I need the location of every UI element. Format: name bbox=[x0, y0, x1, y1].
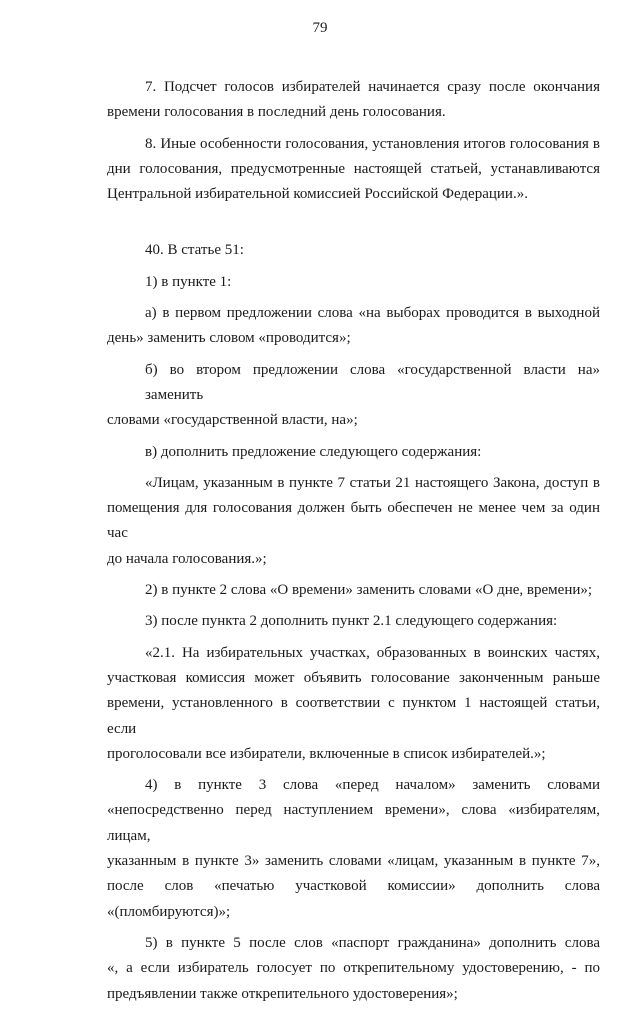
text-line: до начала голосования.»; bbox=[107, 550, 267, 567]
paragraph bbox=[107, 578, 600, 603]
text-line: «2.1. На избирательных участках, образованных в воинских частях, bbox=[145, 644, 600, 661]
text-line: в) дополнить предложение следующего содержания: bbox=[145, 443, 482, 460]
text-line: день» заменить словом «проводится»; bbox=[107, 330, 351, 347]
paragraph bbox=[107, 358, 600, 434]
paragraph-spacer bbox=[107, 207, 600, 213]
text-line: «непосредственно перед наступлением времени», слова «избирателям, лицам, bbox=[107, 802, 600, 844]
text-line: 4) в пункте 3 слова «перед началом» заменить словами bbox=[145, 777, 600, 794]
text-line: 3) после пункта 2 дополнить пункт 2.1 следующего содержания: bbox=[145, 613, 558, 630]
paragraph bbox=[107, 440, 600, 465]
paragraph bbox=[107, 773, 600, 925]
document-body bbox=[107, 75, 600, 1013]
paragraph bbox=[107, 270, 600, 295]
paragraph bbox=[107, 609, 600, 634]
text-line: проголосовали все избиратели, включенные в список избирателей.»; bbox=[107, 745, 546, 762]
paragraph bbox=[107, 471, 600, 572]
text-line: «, а если избиратель голосует по открепительному удостоверению, - по bbox=[107, 960, 600, 977]
text-line: «Лицам, указанным в пункте 7 статьи 21 настоящего Закона, доступ в bbox=[145, 474, 600, 491]
paragraph bbox=[107, 641, 600, 767]
text-line: а) в первом предложении слова «на выборах проводится в выходной bbox=[145, 305, 600, 322]
paragraph-spacer bbox=[107, 1007, 600, 1013]
paragraph bbox=[107, 132, 600, 208]
text-line: «(пломбируются)»; bbox=[107, 903, 231, 920]
text-line: 1) в пункте 1: bbox=[145, 273, 232, 290]
text-line: участковая комиссия может объявить голосование законченным раньше bbox=[107, 669, 600, 686]
page-number: 79 bbox=[312, 20, 328, 36]
text-line: после слов «печатью участковой комиссии» дополнить слова bbox=[107, 878, 600, 895]
paragraph bbox=[107, 931, 600, 1007]
text-line: 8. Иные особенности голосования, установления итогов голосования в bbox=[145, 135, 600, 152]
text-line: времени голосования в последний день голосования. bbox=[107, 104, 446, 121]
text-line: предъявлении также открепительного удостоверения»; bbox=[107, 985, 458, 1002]
text-line: указанным в пункте 3» заменить словами «лицам, указанным в пункте 7», bbox=[107, 853, 600, 870]
text-line: Центральной избирательной комиссией Российской Федерации.». bbox=[107, 186, 528, 203]
paragraph bbox=[107, 75, 600, 126]
text-line: б) во втором предложении слова «государственной власти на» заменить bbox=[145, 361, 600, 403]
text-line: дни голосования, предусмотренные настоящей статьей, устанавливаются bbox=[107, 160, 600, 177]
text-line: 40. В статье 51: bbox=[145, 242, 244, 259]
text-line: 7. Подсчет голосов избирателей начинается сразу после окончания bbox=[145, 79, 600, 95]
paragraph bbox=[107, 301, 600, 352]
text-line: 5) в пункте 5 после слов «паспорт гражданина» дополнить слова bbox=[145, 934, 600, 951]
paragraph bbox=[107, 238, 600, 263]
text-line: помещения для голосования должен быть обеспечен не менее чем за один час bbox=[107, 500, 600, 542]
text-line: 2) в пункте 2 слова «О времени» заменить словами «О дне, времени»; bbox=[145, 582, 593, 599]
text-line: словами «государственной власти, на»; bbox=[107, 412, 358, 429]
text-line: времени, установленного в соответствии с пунктом 1 настоящей статьи, если bbox=[107, 695, 600, 737]
